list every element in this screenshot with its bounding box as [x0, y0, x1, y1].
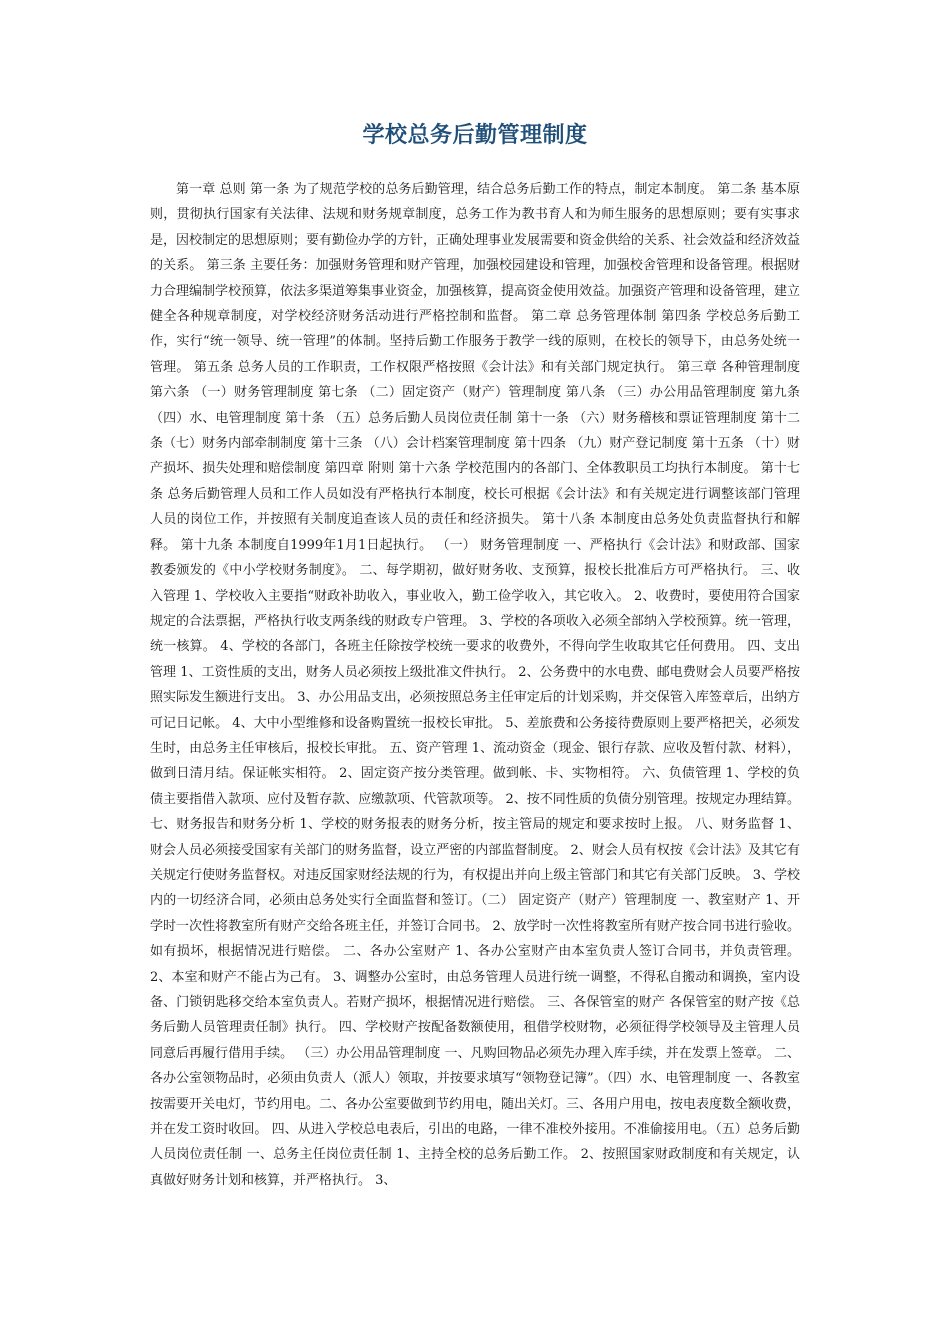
document-title: 学校总务后勤管理制度: [362, 123, 588, 148]
document-body: 第一章 总则 第一条 为了规范学校的总务后勤管理，结合总务后勤工作的特点，制定本制度。 第二条 基本原则，贯彻执行国家有关法律、法规和财务规章制度，总务工作为教书育人和为师生服务的思想原则；要有实事求是，因校制定的思想原则；要有勤俭办学的方针，正确处理事业发展需要和资金供给的关系、社会效益和经济效益的关系。 第三条 主要任务：加强财务管理和财产管理，加强校园建设和管理，加强校舍管理和设备管理。根据财力合理编制学校预算，依法多渠道筹集事业资金，加强核算，提高资金使用效益。加强资产管理和设备管理，建立健全各种规章制度，对学校经济财务活动进行严格控制和监督。 第二章 总务管理体制 第四条 学校总务后勤工作，实行“统一领导、统一管理”的体制。坚持后勤工作服务于教学一线的原则，在校长的领导下，由总务处统一管理。 第五条 总务人员的工作职责，工作权限严格按照《会计法》和有关部门规定执行。 第三章 各种管理制度 第六条 （一）财务管理制度 第七条 （二）固定资产（财产）管理制度 第八条 （三）办公用品管理制度 第九条 （四）水、电管理制度 第十条 （五）总务后勤人员岗位责任制 第十一条 （六）财务稽核和票证管理制度 第十二条（七）财务内部牵制制度 第十三条 （八）会计档案管理制度 第十四条 （九）财产登记制度 第十五条 （十）财产损坏、损失处理和赔偿制度 第四章 附则 第十六条 学校范围内的各部门、全体教职员工均执行本制度。 第十七条 总务后勤管理人员和工作人员如没有严格执行本制度，校长可根据《会计法》和有关规定进行调整该部门管理人员的岗位工作，并按照有关制度追查该人员的责任和经济损失。 第十八条 本制度由总务处负责监督执行和解释。 第十九条 本制度自1999年1月1日起执行。 （一） 财务管理制度 一、严格执行《会计法》和财政部、国家教委颁发的《中小学校财务制度》。 二、每学期初，做好财务收、支预算，报校长批准后方可严格执行。 三、收入管理 1、学校收入主要指“财政补助收入，事业收入，勤工俭学收入，其它收入。 2、收费时，要使用符合国家规定的合法票据，严格执行收支两条线的财政专户管理。 3、学校的各项收入必须全部纳入学校预算。统一管理，统一核算。 4、学校的各部门，各班主任除按学校统一要求的收费外，不得向学生收取其它任何费用。 四、支出管理 1、工资性质的支出，财务人员必须按上级批准文件执行。 2、公务费中的水电费、邮电费财会人员要严格按照实际发生额进行支出。 3、办公用品支出，必须按照总务主任审定后的计划采购，并交保管入库签章后，出纳方可记日记帐。 4、大中小型维修和设备购置统一报校长审批。 5、差旅费和公务接待费原则上要严格把关，必须发生时，由总务主任审核后，报校长审批。 五、资产管理 1、流动资金（现金、银行存款、应收及暂付款、材料），做到日清月结。保证帐实相符。 2、固定资产按分类管理。做到帐、卡、实物相符。 六、负债管理 1、学校的负债主要指借入款项、应付及暂存款、应缴款项、代管款项等。 2、按不同性质的负债分别管理。按规定办理结算。 七、财务报告和财务分析 1、学校的财务报表的财务分析，按主管局的规定和要求按时上报。 八、财务监督 1、财会人员必须接受国家有关部门的财务监督，设立严密的内部监督制度。 2、财会人员有权按《会计法》及其它有关规定行使财务监督权。对违反国家财经法规的行为，有权提出并向上级主管部门和其它有关部门反映。 3、学校内的一切经济合同，必须由总务处实行全面监督和签订。（二） 固定资产（财产）管理制度 一、教室财产 1、开学时一次性将教室所有财产交给各班主任，并签订合同书。 2、放学时一次性将教室所有财产按合同书进行验收。如有损坏，根据情况进行赔偿。 二、各办公室财产 1、各办公室财产由本室负责人签订合同书，并负责管理。 2、本室和财产不能占为己有。 3、调整办公室时，由总务管理人员进行统一调整，不得私自搬动和调换，室内设备、门锁钥匙移交给本室负责人。若财产损坏，根据情况进行赔偿。 三、各保管室的财产 各保管室的财产按《总务后勤人员管理责任制》执行。 四、学校财产按配备数额使用，租借学校财物，必须征得学校领导及主管理人员同意后再履行借用手续。 （三）办公用品管理制度 一、凡购回物品必须先办理入库手续，并在发票上签章。 二、各办公室领物品时，必须由负责人（派人）领取，并按要求填写“领物登记簿”。（四）水、电管理制度 一、各教室按需要开关电灯，节约用电。二、各办公室要做到节约用电，随出关灯。三、各用户用电，按电表度数全额收费，并在发工资时收回。 四、从进入学校总电表后，引出的电路，一律不准校外接用。不准偷接用电。（五）总务后勤人员岗位责任制 一、总务主任岗位责任制 1、主持全校的总务后勤工作。 2、按照国家财政制度和有关规定，认真做好财务计划和核算，并严格执行。 3、: [150, 182, 801, 1188]
